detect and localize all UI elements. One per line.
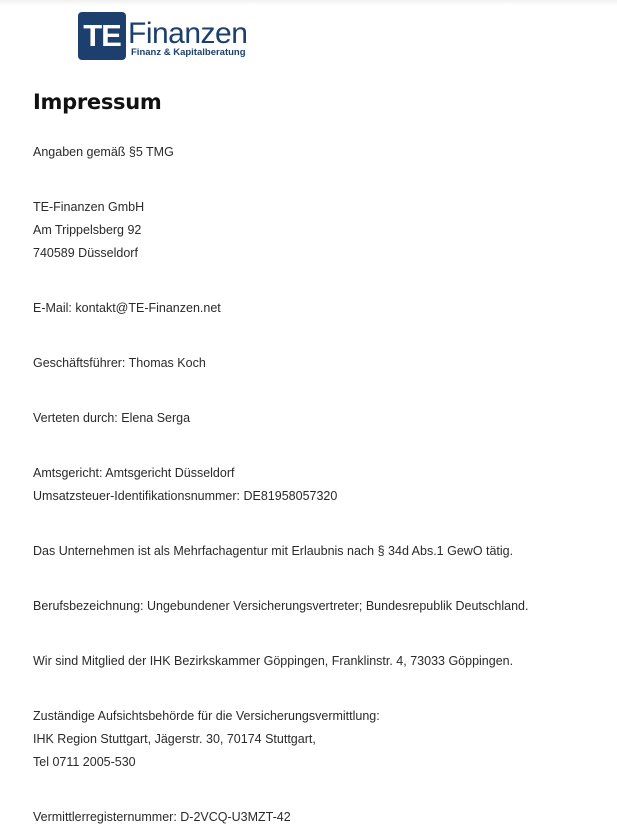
permission-line: Das Unternehmen ist als Mehrfachagentur mit Erlaubnis nach § 34d Abs.1 GewO tätig. — [33, 544, 514, 558]
register-block — [33, 806, 603, 829]
company-name: TE-Finanzen GmbH — [33, 200, 145, 214]
profession-block — [33, 595, 603, 618]
chamber-line: Wir sind Mitglied der IHK Bezirkskammer Göppingen, Franklinstr. 4, 73033 Göppingen. — [33, 654, 514, 668]
authority-block — [33, 705, 603, 774]
impressum-content — [33, 141, 603, 831]
logo-wordmark: Finanzen — [128, 17, 248, 50]
ceo-line: Geschäftsführer: Thomas Koch — [33, 356, 206, 370]
ceo-block — [33, 352, 603, 375]
email-line[interactable]: E-Mail: kontakt@TE-Finanzen.net — [33, 301, 221, 315]
register-line: Vermittlerregisternummer: D-2VCQ-U3MZT-42 — [33, 810, 291, 824]
logo-text — [128, 12, 247, 58]
logo-tagline: Finanz & Kapitalberatung — [131, 47, 246, 58]
profession-line: Berufsbezeichnung: Ungebundener Versicherungsvertreter; Bundesrepublik Deutschland. — [33, 599, 529, 613]
email-block — [33, 297, 603, 320]
authority-phone: Tel 0711 2005-530 — [33, 755, 136, 769]
court-block — [33, 462, 603, 508]
company-logo[interactable] — [78, 12, 247, 60]
page-title: Impressum — [33, 90, 162, 114]
city: 740589 Düsseldorf — [33, 246, 138, 260]
permission-block — [33, 540, 603, 563]
authority-address: IHK Region Stuttgart, Jägerstr. 30, 70174 Stuttgart, — [33, 732, 316, 746]
top-shadow-bar — [0, 0, 617, 6]
street: Am Trippelsberg 92 — [33, 223, 142, 237]
authority-heading: Zuständige Aufsichtsbehörde für die Versicherungsvermittlung: — [33, 709, 380, 723]
tmg-line: Angaben gemäß §5 TMG — [33, 145, 174, 159]
chamber-block — [33, 650, 603, 673]
logo-mark: TE — [78, 12, 126, 60]
representative-line: Verteten durch: Elena Serga — [33, 411, 191, 425]
representative-block — [33, 407, 603, 430]
address-block — [33, 196, 603, 265]
court-line: Amtsgericht: Amtsgericht Düsseldorf — [33, 466, 235, 480]
tmg-block — [33, 141, 603, 164]
vat-id-line: Umsatzsteuer-Identifikationsnummer: DE81958057320 — [33, 489, 338, 503]
